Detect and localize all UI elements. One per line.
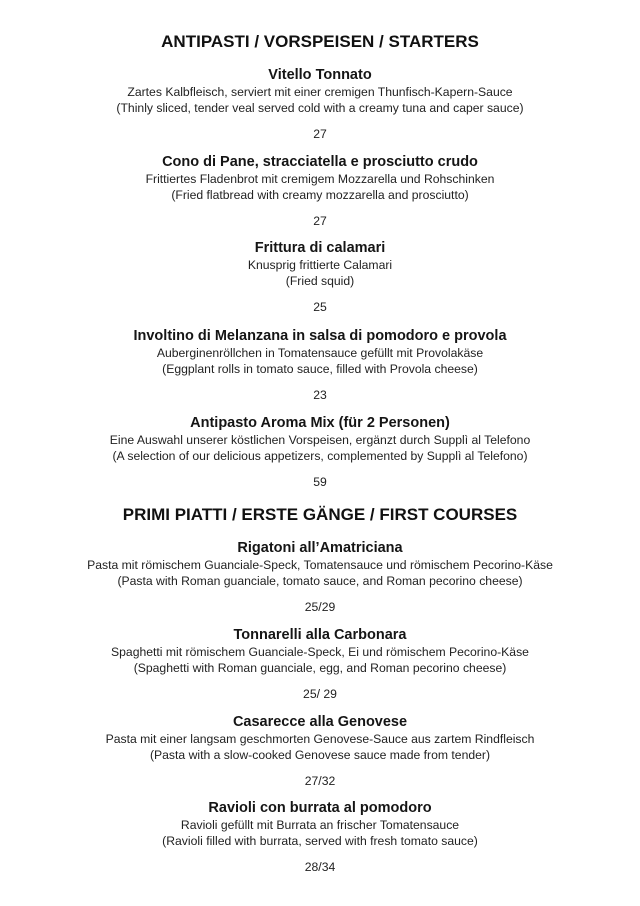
item-description-de: Frittiertes Fladenbrot mit cremigem Mozzarella und Rohschinken xyxy=(145,172,495,186)
item-price: 25 xyxy=(313,300,327,314)
item-name: Frittura di calamari xyxy=(254,240,386,256)
menu-item xyxy=(0,713,640,789)
item-description-en: (Eggplant rolls in tomato sauce, filled with Provola cheese) xyxy=(162,362,478,376)
item-name: Casarecce alla Genovese xyxy=(232,714,408,730)
item-price: 25/29 xyxy=(304,600,336,614)
item-name: Rigatoni all’Amatriciana xyxy=(237,540,403,556)
item-price: 27 xyxy=(313,127,327,141)
item-description-de: Auberginenröllchen in Tomatensauce gefüllt mit Provolakäse xyxy=(156,346,484,360)
item-description-de: Pasta mit einer langsam geschmorten Genovese-Sauce aus zartem Rindfleisch xyxy=(105,732,535,746)
menu-item xyxy=(0,153,640,229)
item-price: 28/34 xyxy=(304,860,336,874)
item-description-de: Eine Auswahl unserer köstlichen Vorspeisen, ergänzt durch Supplì al Telefono xyxy=(109,433,531,447)
item-price: 25/ 29 xyxy=(303,687,337,701)
item-description-en: (A selection of our delicious appetizers, complemented by Supplì al Telefono) xyxy=(112,449,528,463)
item-description-de: Spaghetti mit römischem Guanciale-Speck, Ei und römischem Pecorino-Käse xyxy=(111,645,529,659)
item-description-en: (Thinly sliced, tender veal served cold with a creamy tuna and caper sauce) xyxy=(116,101,524,115)
item-name: Cono di Pane, stracciatella e prosciutto crudo xyxy=(162,154,478,170)
item-description-de: Pasta mit römischem Guanciale-Speck, Tomatensauce und römischem Pecorino-Käse xyxy=(87,558,553,572)
item-description-de: Zartes Kalbfleisch, serviert mit einer cremigen Thunfisch-Kapern-Sauce xyxy=(127,85,513,99)
menu-item xyxy=(0,239,640,315)
item-price: 23 xyxy=(313,388,327,402)
item-description-en: (Spaghetti with Roman guanciale, egg, and Roman pecorino cheese) xyxy=(133,661,507,675)
item-price: 27/32 xyxy=(304,774,336,788)
menu-item xyxy=(0,414,640,490)
item-description-en: (Pasta with a slow-cooked Genovese sauce made from tender) xyxy=(149,748,491,762)
item-price: 59 xyxy=(313,475,327,489)
item-description-de: Ravioli gefüllt mit Burrata an frischer Tomatensauce xyxy=(180,818,460,832)
menu-item xyxy=(0,327,640,403)
item-description-de: Knusprig frittierte Calamari xyxy=(247,258,393,272)
menu-item xyxy=(0,799,640,875)
menu-item xyxy=(0,539,640,615)
item-name: Ravioli con burrata al pomodoro xyxy=(208,800,432,816)
item-name: Involtino di Melanzana in salsa di pomodoro e provola xyxy=(133,328,507,344)
item-description-en: (Fried flatbread with creamy mozzarella and prosciutto) xyxy=(171,188,469,202)
menu-item xyxy=(0,626,640,702)
item-description-en: (Ravioli filled with burrata, served with fresh tomato sauce) xyxy=(162,834,478,848)
item-description-en: (Pasta with Roman guanciale, tomato sauce, and Roman pecorino cheese) xyxy=(117,574,523,588)
item-name: Vitello Tonnato xyxy=(268,67,372,83)
item-name: Antipasto Aroma Mix (für 2 Personen) xyxy=(190,415,450,431)
item-price: 27 xyxy=(313,214,327,228)
section-title-primi-piatti: PRIMI PIATTI / ERSTE GÄNGE / FIRST COURSES xyxy=(122,505,518,524)
item-name: Tonnarelli alla Carbonara xyxy=(233,627,407,643)
section-title-antipasti: ANTIPASTI / VORSPEISEN / STARTERS xyxy=(161,32,479,51)
item-description-en: (Fried squid) xyxy=(285,274,355,288)
menu-item xyxy=(0,66,640,142)
